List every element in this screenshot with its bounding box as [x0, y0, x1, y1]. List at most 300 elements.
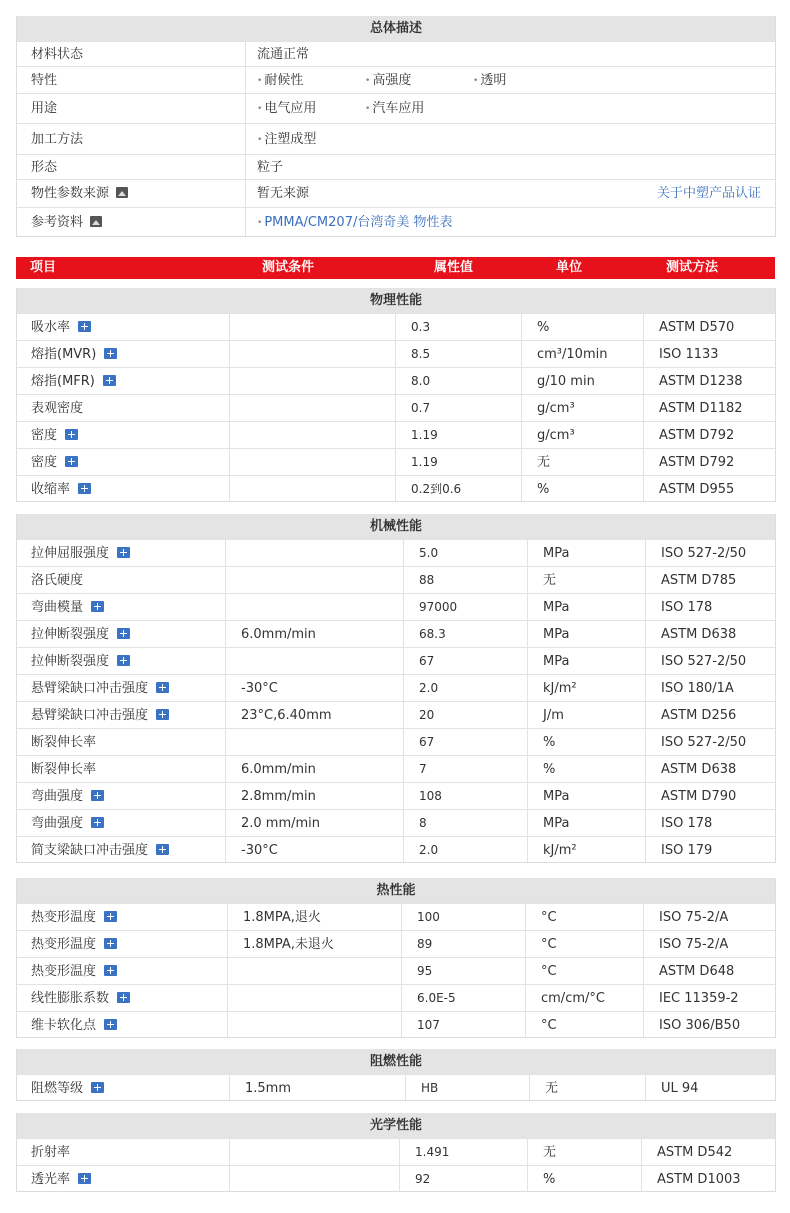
- column-divider: [401, 931, 402, 957]
- unit: g/cm³: [537, 428, 575, 443]
- test-method: ASTM D638: [661, 762, 737, 777]
- test-method: ASTM D955: [659, 482, 735, 497]
- test-condition: 1.5mm: [245, 1081, 292, 1096]
- column-divider: [395, 476, 396, 501]
- property-name: [31, 904, 117, 930]
- column-divider: [229, 422, 230, 448]
- column-divider: [525, 931, 526, 957]
- certification-link[interactable]: 关于中塑产品认证: [656, 186, 761, 201]
- column-divider: [643, 1012, 644, 1037]
- reference-link[interactable]: [257, 208, 452, 236]
- unit: MPa: [543, 789, 570, 804]
- table-row: [17, 728, 775, 755]
- table-row: [17, 984, 775, 1011]
- test-method: ISO 527-2/50: [661, 546, 747, 561]
- column-divider: [645, 756, 646, 782]
- expand-plus-icon[interactable]: [78, 1173, 91, 1184]
- unit: °C: [541, 937, 557, 952]
- overview-label: [31, 155, 57, 179]
- column-divider: [645, 540, 646, 566]
- expand-plus-icon[interactable]: [117, 655, 130, 666]
- column-divider: [403, 675, 404, 701]
- column-divider: [645, 567, 646, 593]
- column-divider: [643, 931, 644, 957]
- overview-row: [17, 154, 775, 179]
- property-value: 100: [417, 910, 440, 924]
- column-divider: [527, 702, 528, 728]
- property-value: 1.19: [411, 428, 438, 442]
- column-divider: [643, 985, 644, 1011]
- column-divider: [399, 1139, 400, 1165]
- column-divider: [521, 449, 522, 475]
- column-divider: [525, 1012, 526, 1037]
- property-name-text: 阻燃等级: [31, 1081, 84, 1096]
- table-row: [17, 836, 775, 863]
- column-divider: [225, 810, 226, 836]
- property-value: 8.5: [411, 347, 431, 361]
- column-divider: [643, 314, 644, 340]
- column-divider: [527, 621, 528, 647]
- test-method: ASTM D792: [659, 455, 735, 470]
- bullet-icon: •: [257, 104, 263, 114]
- property-name-text: 热变形温度: [31, 910, 97, 925]
- property-value: 108: [419, 789, 442, 803]
- section-title: 总体描述: [17, 16, 775, 41]
- column-divider: [525, 985, 526, 1011]
- column-divider: [225, 621, 226, 647]
- unit: MPa: [543, 600, 570, 615]
- column-divider: [245, 208, 246, 236]
- column-divider: [643, 422, 644, 448]
- unit: 无: [545, 1081, 559, 1096]
- column-divider: [527, 756, 528, 782]
- table-row: [17, 394, 775, 421]
- property-name: [31, 1075, 104, 1100]
- overview-row: [17, 207, 775, 237]
- property-section: [16, 1113, 776, 1192]
- expand-plus-icon[interactable]: [104, 911, 117, 922]
- unit: J/m: [543, 708, 564, 723]
- property-value: 92: [415, 1172, 431, 1186]
- unit: g/10 min: [537, 374, 595, 389]
- overview-value-text: 耐候性: [264, 73, 304, 88]
- property-name-text: 密度: [31, 455, 58, 470]
- property-name: [31, 810, 104, 836]
- expand-plus-icon[interactable]: [104, 938, 117, 949]
- overview-value: [473, 67, 506, 93]
- test-condition: 2.8mm/min: [241, 789, 316, 804]
- table-row: [17, 1011, 775, 1038]
- test-method: ISO 75-2/A: [659, 910, 729, 925]
- property-name: [31, 449, 78, 475]
- test-method: ISO 1133: [659, 347, 719, 362]
- property-name-text: 断裂伸长率: [31, 735, 97, 750]
- unit: %: [537, 482, 550, 497]
- column-divider: [245, 124, 246, 154]
- property-name-text: 弯曲模量: [31, 600, 84, 615]
- column-divider: [225, 540, 226, 566]
- property-name: [31, 621, 130, 647]
- overview-value-text[interactable]: PMMA/CM207/台湾奇美 物性表: [264, 215, 453, 230]
- expand-plus-icon[interactable]: [104, 965, 117, 976]
- overview-value-text: 透明: [480, 73, 507, 88]
- column-divider: [643, 449, 644, 475]
- property-value: 20: [419, 708, 435, 722]
- column-divider: [521, 341, 522, 367]
- property-name: [31, 756, 96, 782]
- column-divider: [527, 1139, 528, 1165]
- overview-label: [31, 180, 128, 207]
- overview-value-text: 粒子: [257, 160, 284, 175]
- header-unit: 单位: [556, 260, 583, 275]
- column-divider: [245, 180, 246, 207]
- column-divider: [643, 368, 644, 394]
- column-divider: [225, 837, 226, 862]
- column-divider: [527, 648, 528, 674]
- column-divider: [229, 314, 230, 340]
- bullet-icon: •: [365, 76, 371, 86]
- property-name-text: 折射率: [31, 1145, 71, 1160]
- test-method: ASTM D542: [657, 1145, 733, 1160]
- unit: cm³/10min: [537, 347, 608, 362]
- table-row: [17, 367, 775, 394]
- property-name-text: 拉伸屈服强度: [31, 546, 110, 561]
- header-value: 属性值: [434, 260, 474, 275]
- column-divider: [403, 783, 404, 809]
- overview-value: [257, 42, 309, 66]
- overview-value: [365, 67, 411, 93]
- unit: 无: [543, 1145, 557, 1160]
- unit: MPa: [543, 654, 570, 669]
- column-divider: [645, 783, 646, 809]
- column-divider: [525, 904, 526, 930]
- column-divider: [229, 476, 230, 501]
- column-divider: [403, 567, 404, 593]
- column-divider: [395, 368, 396, 394]
- property-name-text: 吸水率: [31, 320, 71, 335]
- expand-plus-icon[interactable]: [78, 483, 91, 494]
- column-divider: [403, 594, 404, 620]
- column-divider: [225, 756, 226, 782]
- expand-plus-icon[interactable]: [117, 628, 130, 639]
- unit: °C: [541, 910, 557, 925]
- expand-plus-icon[interactable]: [91, 1082, 104, 1093]
- property-value: 95: [417, 964, 433, 978]
- column-divider: [245, 42, 246, 66]
- test-method: ASTM D1238: [659, 374, 743, 389]
- column-divider: [529, 1075, 530, 1100]
- column-divider: [527, 540, 528, 566]
- expand-plus-icon[interactable]: [104, 348, 117, 359]
- unit: 无: [543, 573, 557, 588]
- test-condition: -30°C: [241, 681, 278, 696]
- header-method: 测试方法: [666, 260, 719, 275]
- test-condition: 1.8MPA,未退火: [243, 937, 334, 952]
- property-name-text: 熔指(MVR): [31, 347, 97, 362]
- column-divider: [245, 67, 246, 93]
- overview-label-text: 材料状态: [31, 47, 84, 62]
- test-method: ASTM D785: [661, 573, 737, 588]
- property-name: [31, 395, 83, 421]
- unit: kJ/m²: [543, 681, 577, 696]
- column-divider: [527, 783, 528, 809]
- section-title: 阻燃性能: [17, 1049, 775, 1074]
- table-row: [17, 674, 775, 701]
- expand-plus-icon[interactable]: [78, 321, 91, 332]
- overview-value: [257, 155, 283, 179]
- property-value: 7: [419, 762, 427, 776]
- property-value: 5.0: [419, 546, 439, 560]
- column-divider: [229, 1139, 230, 1165]
- property-value: 2.0: [419, 843, 439, 857]
- overview-section: [16, 16, 776, 237]
- column-divider: [395, 341, 396, 367]
- unit: %: [543, 1172, 556, 1187]
- column-divider: [229, 368, 230, 394]
- expand-plus-icon[interactable]: [117, 547, 130, 558]
- overview-label-text: 物性参数来源: [31, 186, 110, 201]
- property-name-text: 熔指(MFR): [31, 374, 95, 389]
- column-divider: [403, 837, 404, 862]
- table-row: [17, 701, 775, 728]
- property-value: 2.0: [419, 681, 439, 695]
- test-method: ASTM D1182: [659, 401, 743, 416]
- table-row: [17, 539, 775, 566]
- overview-label: [31, 67, 57, 93]
- table-row: [17, 809, 775, 836]
- column-divider: [645, 810, 646, 836]
- overview-value: [257, 67, 303, 93]
- property-name-text: 简支梁缺口冲击强度: [31, 843, 149, 858]
- property-name-text: 悬臂梁缺口冲击强度: [31, 681, 149, 696]
- bullet-icon: •: [365, 104, 371, 114]
- overview-value: [257, 124, 316, 154]
- column-divider: [645, 648, 646, 674]
- property-name: [31, 675, 169, 701]
- table-row: [17, 930, 775, 957]
- test-method: ASTM D648: [659, 964, 735, 979]
- test-method: ISO 527-2/50: [661, 735, 747, 750]
- overview-label: [31, 42, 83, 66]
- overview-value-text: 流通正常: [257, 47, 310, 62]
- table-row: [17, 647, 775, 674]
- test-method: ASTM D570: [659, 320, 735, 335]
- overview-value-text: 汽车应用: [372, 101, 425, 116]
- column-divider: [403, 648, 404, 674]
- table-row: [17, 957, 775, 984]
- column-divider: [401, 904, 402, 930]
- column-divider: [227, 931, 228, 957]
- table-row: [17, 421, 775, 448]
- overview-value: [257, 94, 316, 123]
- column-divider: [527, 729, 528, 755]
- image-icon[interactable]: [116, 187, 128, 198]
- column-divider: [229, 341, 230, 367]
- expand-plus-icon[interactable]: [91, 817, 104, 828]
- test-condition: 2.0 mm/min: [241, 816, 321, 831]
- property-name: [31, 837, 169, 862]
- test-method: ISO 75-2/A: [659, 937, 729, 952]
- property-value: 88: [419, 573, 435, 587]
- column-divider: [227, 985, 228, 1011]
- column-divider: [401, 958, 402, 984]
- column-divider: [227, 904, 228, 930]
- expand-plus-icon[interactable]: [65, 456, 78, 467]
- bullet-icon: •: [257, 218, 263, 228]
- expand-plus-icon[interactable]: [156, 844, 169, 855]
- column-divider: [521, 395, 522, 421]
- column-divider: [527, 1166, 528, 1191]
- column-divider: [225, 783, 226, 809]
- property-name-text: 断裂伸长率: [31, 762, 97, 777]
- property-name-text: 表观密度: [31, 401, 84, 416]
- unit: %: [543, 762, 556, 777]
- section-title: 物理性能: [17, 288, 775, 313]
- column-divider: [521, 422, 522, 448]
- unit: cm/cm/°C: [541, 991, 605, 1006]
- property-name: [31, 567, 83, 593]
- unit: g/cm³: [537, 401, 575, 416]
- table-row: [17, 1138, 775, 1165]
- section-title: 光学性能: [17, 1113, 775, 1138]
- expand-plus-icon[interactable]: [91, 601, 104, 612]
- property-name-text: 收缩率: [31, 482, 71, 497]
- bullet-icon: •: [473, 76, 479, 86]
- property-value: 1.491: [415, 1145, 450, 1159]
- unit: %: [543, 735, 556, 750]
- property-name: [31, 368, 116, 394]
- column-divider: [227, 1012, 228, 1037]
- column-divider: [645, 594, 646, 620]
- unit: 无: [537, 455, 551, 470]
- property-name: [31, 648, 130, 674]
- unit: °C: [541, 1018, 557, 1033]
- property-name-text: 透光率: [31, 1172, 71, 1187]
- table-row: [17, 340, 775, 367]
- property-value: 0.3: [411, 320, 431, 334]
- table-row: [17, 1074, 775, 1101]
- property-section: [16, 1049, 776, 1101]
- property-value: 1.19: [411, 455, 438, 469]
- column-divider: [405, 1075, 406, 1100]
- overview-row: [17, 93, 775, 123]
- header-item: 项目: [30, 260, 57, 275]
- property-name-text: 密度: [31, 428, 58, 443]
- overview-label: [31, 124, 83, 154]
- unit: MPa: [543, 816, 570, 831]
- overview-value-text: 注塑成型: [264, 132, 317, 147]
- property-value: 68.3: [419, 627, 446, 641]
- bullet-icon: •: [257, 135, 263, 145]
- property-name: [31, 1166, 91, 1191]
- property-name: [31, 314, 91, 340]
- property-name-text: 弯曲强度: [31, 816, 84, 831]
- property-name: [31, 422, 78, 448]
- column-divider: [225, 702, 226, 728]
- test-method: ISO 306/B50: [659, 1018, 741, 1033]
- property-name: [31, 958, 117, 984]
- property-name: [31, 702, 169, 728]
- property-value: 8.0: [411, 374, 431, 388]
- column-divider: [645, 675, 646, 701]
- column-divider: [225, 567, 226, 593]
- test-condition: 1.8MPA,退火: [243, 910, 321, 925]
- property-name-text: 热变形温度: [31, 964, 97, 979]
- property-name-text: 洛氏硬度: [31, 573, 84, 588]
- property-name-text: 拉伸断裂强度: [31, 654, 110, 669]
- property-name: [31, 783, 104, 809]
- property-value: 67: [419, 735, 435, 749]
- test-method: UL 94: [661, 1081, 699, 1096]
- expand-plus-icon[interactable]: [156, 682, 169, 693]
- property-name: [31, 985, 130, 1011]
- test-method: ISO 180/1A: [661, 681, 734, 696]
- column-divider: [645, 702, 646, 728]
- test-method: ASTM D256: [661, 708, 737, 723]
- property-value: 67: [419, 654, 435, 668]
- column-divider: [401, 985, 402, 1011]
- column-divider: [521, 314, 522, 340]
- column-divider: [521, 476, 522, 501]
- column-divider: [527, 675, 528, 701]
- expand-plus-icon[interactable]: [103, 375, 116, 386]
- overview-value-text: 暂无来源: [257, 186, 310, 201]
- table-row: [17, 755, 775, 782]
- overview-value-text: 电气应用: [264, 101, 317, 116]
- overview-label-text: 形态: [31, 160, 58, 175]
- overview-row: [17, 66, 775, 93]
- column-divider: [645, 1075, 646, 1100]
- overview-row: [17, 41, 775, 66]
- overview-value: [257, 180, 309, 207]
- column-divider: [227, 958, 228, 984]
- expand-plus-icon[interactable]: [91, 790, 104, 801]
- column-divider: [641, 1166, 642, 1191]
- column-divider: [395, 314, 396, 340]
- column-divider: [525, 958, 526, 984]
- table-row: [17, 1165, 775, 1192]
- expand-plus-icon[interactable]: [156, 709, 169, 720]
- bullet-icon: •: [257, 76, 263, 86]
- property-value: 0.7: [411, 401, 431, 415]
- column-divider: [399, 1166, 400, 1191]
- image-icon[interactable]: [90, 216, 102, 227]
- test-method: ISO 178: [661, 816, 713, 831]
- test-method: ASTM D1003: [657, 1172, 741, 1187]
- property-name: [31, 594, 104, 620]
- column-divider: [403, 810, 404, 836]
- property-name-text: 线性膨胀系数: [31, 991, 110, 1006]
- table-row: [17, 448, 775, 475]
- column-divider: [403, 621, 404, 647]
- property-value: 8: [419, 816, 427, 830]
- property-value: HB: [421, 1081, 439, 1095]
- expand-plus-icon[interactable]: [104, 1019, 117, 1030]
- property-name: [31, 1012, 117, 1037]
- unit: %: [537, 320, 550, 335]
- overview-label-text: 用途: [31, 101, 58, 116]
- header-condition: 测试条件: [262, 260, 315, 275]
- column-divider: [403, 729, 404, 755]
- column-divider: [395, 422, 396, 448]
- column-divider: [229, 449, 230, 475]
- expand-plus-icon[interactable]: [117, 992, 130, 1003]
- expand-plus-icon[interactable]: [65, 429, 78, 440]
- unit: °C: [541, 964, 557, 979]
- test-method: ASTM D638: [661, 627, 737, 642]
- table-row: [17, 593, 775, 620]
- test-condition: 6.0mm/min: [241, 627, 316, 642]
